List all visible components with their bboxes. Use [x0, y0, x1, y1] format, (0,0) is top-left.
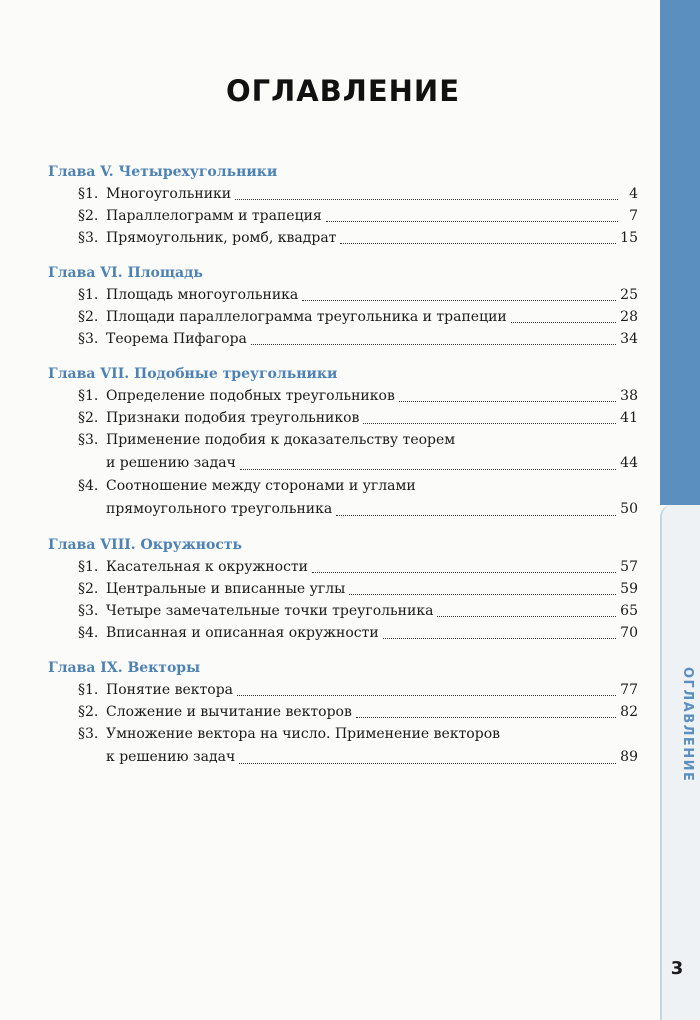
toc-entry[interactable] [48, 284, 638, 306]
toc-entry[interactable] [48, 306, 638, 328]
toc-entry[interactable] [48, 622, 638, 644]
chapter-9 [48, 657, 638, 769]
toc-entry[interactable] [48, 600, 638, 622]
section-number: §1. [78, 186, 99, 202]
page-ref: 38 [620, 388, 638, 404]
toc-entry[interactable] [48, 429, 638, 475]
toc-entry[interactable] [48, 183, 638, 205]
toc-entry[interactable] [48, 723, 638, 769]
section-title-continued: прямоугольного треугольника [106, 501, 333, 517]
toc-entry[interactable] [48, 701, 638, 723]
page-ref: 89 [620, 749, 638, 765]
dot-leader [383, 638, 616, 639]
dot-leader [312, 572, 616, 573]
page-ref: 50 [620, 501, 638, 517]
dot-leader [399, 401, 616, 402]
page-ref: 44 [620, 455, 638, 471]
section-number: §1. [78, 559, 99, 575]
dot-leader [302, 300, 616, 301]
page-ref: 7 [629, 208, 638, 224]
dot-leader [363, 423, 616, 424]
section-title: Сложение и вычитание векторов [106, 704, 352, 720]
toc-entry[interactable] [48, 205, 638, 227]
section-number: §1. [78, 388, 99, 404]
chapter-6 [48, 262, 638, 350]
dot-leader [240, 469, 616, 470]
section-title: Параллелограмм и трапеция [106, 208, 322, 224]
section-title: Определение подобных треугольников [106, 388, 395, 404]
dot-leader [349, 594, 616, 595]
page-ref: 82 [620, 704, 638, 720]
dot-leader [326, 221, 618, 222]
section-title: Многоугольники [106, 186, 232, 202]
section-title: Четыре замечательные точки треугольника [106, 603, 434, 619]
section-number: §2. [78, 309, 99, 325]
page-ref: 59 [620, 581, 638, 597]
chapter-title: Глава VII. Подобные треугольники [48, 366, 338, 382]
page-ref: 34 [620, 331, 638, 347]
dot-leader [336, 515, 616, 516]
dot-leader [511, 322, 616, 323]
dot-leader [437, 616, 616, 617]
dot-leader [340, 243, 616, 244]
section-number: §3. [78, 726, 99, 742]
section-number: §3. [78, 432, 99, 448]
section-title: Прямоугольник, ромб, квадрат [106, 230, 337, 246]
section-number: §2. [78, 704, 99, 720]
page-ref: 57 [620, 559, 638, 575]
section-title: Понятие вектора [106, 682, 234, 698]
page-number: 3 [670, 958, 684, 979]
dot-leader [239, 763, 616, 764]
chapter-title: Глава V. Четырехугольники [48, 164, 278, 180]
section-title: Умножение вектора на число. Применение векторов [106, 726, 501, 742]
toc-entry[interactable] [48, 385, 638, 407]
page-ref: 77 [620, 682, 638, 698]
section-title: Применение подобия к доказательству теорем [106, 432, 456, 448]
section-number: §2. [78, 581, 99, 597]
toc-entry[interactable] [48, 407, 638, 429]
toc-entry[interactable] [48, 227, 638, 249]
dot-leader [356, 717, 616, 718]
page-ref: 70 [620, 625, 638, 641]
section-title: Признаки подобия треугольников [106, 410, 360, 426]
section-title: Вписанная и описанная окружности [106, 625, 379, 641]
dot-leader [237, 695, 616, 696]
chapter-title: Глава VI. Площадь [48, 265, 203, 281]
page-ref: 41 [620, 410, 638, 426]
section-number: §3. [78, 603, 99, 619]
section-title: Теорема Пифагора [106, 331, 247, 347]
toc-entry[interactable] [48, 578, 638, 600]
side-tab-label: ОГЛАВЛЕНИЕ [680, 667, 695, 783]
section-number: §3. [78, 230, 99, 246]
toc-entry[interactable] [48, 679, 638, 701]
page-ref: 28 [620, 309, 638, 325]
chapter-8 [48, 534, 638, 644]
chapter-title: Глава IX. Векторы [48, 660, 201, 676]
toc-entry[interactable] [48, 556, 638, 578]
table-of-contents [48, 161, 638, 782]
dot-leader [235, 199, 618, 200]
section-number: §1. [78, 682, 99, 698]
section-title: Соотношение между сторонами и углами [106, 478, 416, 494]
section-number: §2. [78, 410, 99, 426]
dot-leader [251, 344, 616, 345]
section-title: Касательная к окружности [106, 559, 309, 575]
section-title-continued: и решению задач [106, 455, 236, 471]
chapter-title: Глава VIII. Окружность [48, 537, 243, 553]
toc-entry[interactable] [48, 475, 638, 521]
section-title: Площадь многоугольника [106, 287, 299, 303]
section-number: §4. [78, 625, 99, 641]
section-title-continued: к решению задач [106, 749, 236, 765]
section-title: Площади параллелограмма треугольника и трапеции [106, 309, 507, 325]
page-ref: 25 [620, 287, 638, 303]
page-ref: 4 [629, 186, 638, 202]
page-ref: 65 [620, 603, 638, 619]
section-number: §3. [78, 331, 99, 347]
section-title: Центральные и вписанные углы [106, 581, 346, 597]
chapter-5 [48, 161, 638, 249]
section-number: §1. [78, 287, 99, 303]
section-number: §4. [78, 478, 99, 494]
side-tab-strip [660, 0, 700, 505]
chapter-7 [48, 363, 638, 521]
toc-entry[interactable] [48, 328, 638, 350]
section-number: §2. [78, 208, 99, 224]
page-ref: 15 [620, 230, 638, 246]
page-title: ОГЛАВЛЕНИЕ [225, 74, 460, 108]
